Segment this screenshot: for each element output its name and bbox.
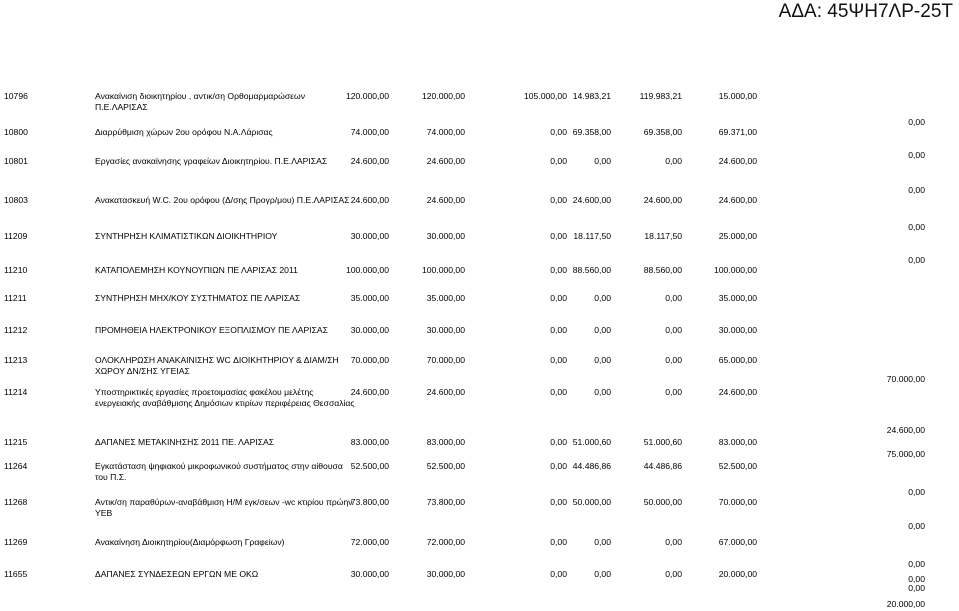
side-value: 70.000,00 xyxy=(886,374,925,384)
ada-header: ΑΔΑ: 45ΨΗ7ΛΡ-25Τ xyxy=(778,1,953,22)
row-value-5: 0,00 xyxy=(665,325,682,335)
side-value: 0,00 xyxy=(908,487,925,497)
row-value-6: 83.000,00 xyxy=(718,437,757,447)
row-value-5: 24.600,00 xyxy=(643,195,682,205)
row-value-4: 69.358,00 xyxy=(572,127,611,137)
row-value-6: 70.000,00 xyxy=(718,497,757,507)
side-value: 20.000,00 xyxy=(886,599,925,609)
row-description: ΔΑΠΑΝΕΣ ΜΕΤΑΚΙΝΗΣΗΣ 2011 ΠΕ. ΛΑΡΙΣΑΣ xyxy=(95,437,275,447)
row-value-6: 67.000,00 xyxy=(718,537,757,547)
row-description: ΔΑΠΑΝΕΣ ΣΥΝΔΕΣΕΩΝ ΕΡΓΩΝ ΜΕ ΟΚΩ xyxy=(95,569,259,579)
row-value-6: 24.600,00 xyxy=(718,387,757,397)
row-value-5: 0,00 xyxy=(665,293,682,303)
row-code: 10801 xyxy=(4,156,28,166)
row-value-4: 24.600,00 xyxy=(572,195,611,205)
row-code: 11211 xyxy=(4,293,27,303)
row-value-6: 24.600,00 xyxy=(718,195,757,205)
row-value-1: 100.000,00 xyxy=(345,265,389,275)
row-value-5: 0,00 xyxy=(665,569,682,579)
row-value-2: 83.000,00 xyxy=(426,437,465,447)
row-description: Ανακαίνιση διοικητηρίου , αντικ/ση Ορθομαρμαρώσεων Π.Ε.ΛΑΡΙΣΑΣ xyxy=(95,91,305,112)
row-value-6: 24.600,00 xyxy=(718,156,757,166)
row-value-1: 30.000,00 xyxy=(350,325,389,335)
row-value-5: 51.000,60 xyxy=(643,437,682,447)
row-code: 11214 xyxy=(4,387,28,397)
row-value-6: 52.500,00 xyxy=(718,461,757,471)
row-value-2: 35.000,00 xyxy=(426,293,465,303)
row-description: Διαρρύθμιση χώρων 2ου ορόφου Ν.Α.Λάρισας xyxy=(95,127,273,137)
row-description: Ανακατασκευή W.C. 2ου ορόφου (Δ/σης Προγρ/μου) Π.Ε.ΛΑΡΙΣΑΣ xyxy=(95,195,350,205)
side-value: 0,00 xyxy=(908,255,925,265)
row-value-1: 73.800,00 xyxy=(350,497,389,507)
row-value-4: 0,00 xyxy=(594,537,611,547)
row-value-2: 120.000,00 xyxy=(421,91,465,101)
row-value-3: 0,00 xyxy=(550,437,567,447)
side-value: 0,00 xyxy=(908,150,925,160)
row-value-5: 119.983,21 xyxy=(639,91,682,101)
row-value-2: 70.000,00 xyxy=(426,355,465,365)
row-value-6: 20.000,00 xyxy=(718,569,757,579)
row-value-1: 74.000,00 xyxy=(350,127,389,137)
row-code: 11213 xyxy=(4,355,28,365)
row-value-5: 44.486,86 xyxy=(643,461,682,471)
row-value-1: 120.000,00 xyxy=(345,91,389,101)
row-value-2: 72.000,00 xyxy=(426,537,465,547)
row-value-1: 70.000,00 xyxy=(350,355,389,365)
row-code: 10796 xyxy=(4,91,28,101)
row-value-5: 50.000,00 xyxy=(643,497,682,507)
row-value-1: 24.600,00 xyxy=(350,387,389,397)
side-value: 0,00 xyxy=(908,222,925,232)
row-value-4: 0,00 xyxy=(594,156,611,166)
row-value-1: 30.000,00 xyxy=(350,569,389,579)
side-value: 0,00 xyxy=(908,574,925,584)
row-value-4: 51.000,60 xyxy=(572,437,611,447)
row-value-2: 52.500,00 xyxy=(426,461,465,471)
row-value-2: 30.000,00 xyxy=(426,325,465,335)
row-value-4: 0,00 xyxy=(594,387,611,397)
row-value-4: 14.983,21 xyxy=(572,91,611,101)
row-value-1: 72.000,00 xyxy=(350,537,389,547)
row-value-2: 24.600,00 xyxy=(426,156,465,166)
row-value-6: 25.000,00 xyxy=(718,231,757,241)
row-value-2: 24.600,00 xyxy=(426,387,465,397)
row-value-3: 0,00 xyxy=(550,231,567,241)
row-value-5: 69.358,00 xyxy=(643,127,682,137)
row-value-4: 0,00 xyxy=(594,325,611,335)
row-code: 11209 xyxy=(4,231,28,241)
row-value-1: 52.500,00 xyxy=(350,461,389,471)
row-value-4: 44.486,86 xyxy=(572,461,611,471)
row-value-5: 0,00 xyxy=(665,387,682,397)
side-value: 0,00 xyxy=(908,521,925,531)
row-value-1: 83.000,00 xyxy=(350,437,389,447)
row-value-5: 18.117,50 xyxy=(644,231,682,241)
row-description: Εγκατάσταση ψηφιακού μικροφωνικού συστήματος στην αίθουσα του Π.Σ. xyxy=(95,461,343,482)
row-value-3: 105.000,00 xyxy=(523,91,567,101)
row-value-5: 88.560,00 xyxy=(643,265,682,275)
row-value-6: 15.000,00 xyxy=(718,91,757,101)
row-value-2: 24.600,00 xyxy=(426,195,465,205)
row-value-2: 30.000,00 xyxy=(426,231,465,241)
row-description: ΟΛΟΚΛΗΡΩΣΗ ΑΝΑΚΑΙΝΙΣΗΣ WC ΔΙΟΙΚΗΤΗΡΙΟΥ & ΔΙΑΜ/ΣΗ ΧΩΡΟΥ ΔΝ/ΣΗΣ ΥΓΕΙΑΣ xyxy=(95,355,339,376)
row-value-3: 0,00 xyxy=(550,293,567,303)
row-value-1: 24.600,00 xyxy=(350,156,389,166)
row-value-4: 88.560,00 xyxy=(572,265,611,275)
row-value-6: 69.371,00 xyxy=(718,127,757,137)
row-code: 11269 xyxy=(4,537,28,547)
row-value-3: 0,00 xyxy=(550,127,567,137)
row-code: 10800 xyxy=(4,127,28,137)
row-value-3: 0,00 xyxy=(550,387,567,397)
side-value: 0,00 xyxy=(908,559,925,569)
side-value: 0,00 xyxy=(908,117,925,127)
row-value-5: 0,00 xyxy=(665,156,682,166)
row-value-4: 50.000,00 xyxy=(572,497,611,507)
row-value-3: 0,00 xyxy=(550,355,567,365)
row-code: 11215 xyxy=(4,437,28,447)
row-value-6: 65.000,00 xyxy=(718,355,757,365)
row-description: Υποστηρικτικές εργασίες προετοιμασίας φακέλου μελέτης ενεργειακής αναβάθμισης Δημόσιων κτιρίων περιφέρειας Θεσσαλίας xyxy=(95,387,355,408)
side-value: 0,00 xyxy=(908,185,925,195)
row-value-3: 0,00 xyxy=(550,195,567,205)
row-value-5: 0,00 xyxy=(665,355,682,365)
row-code: 11655 xyxy=(4,569,28,579)
row-value-3: 0,00 xyxy=(550,461,567,471)
row-value-1: 24.600,00 xyxy=(350,195,389,205)
row-description: Ανακαίνηση Διοικητηρίου(Διαμόρφωση Γραφείων) xyxy=(95,537,285,547)
row-value-2: 73.800,00 xyxy=(426,497,465,507)
row-description: ΠΡΟΜΗΘΕΙΑ ΗΛΕΚΤΡΟΝΙΚΟΥ ΕΞΟΠΛΙΣΜΟΥ ΠΕ ΛΑΡΙΣΑΣ xyxy=(95,325,328,335)
row-value-2: 74.000,00 xyxy=(426,127,465,137)
row-value-2: 30.000,00 xyxy=(426,569,465,579)
row-description: Αντικ/ση παραθύρων-αναβάθμιση Η/Μ εγκ/σεων -wc κτιρίου πρώην ΥΕΒ xyxy=(95,497,353,518)
row-value-1: 30.000,00 xyxy=(350,231,389,241)
row-value-2: 100.000,00 xyxy=(421,265,465,275)
row-value-6: 100.000,00 xyxy=(713,265,757,275)
row-value-3: 0,00 xyxy=(550,156,567,166)
row-code: 10803 xyxy=(4,195,28,205)
side-value: 24.600,00 xyxy=(886,425,925,435)
row-value-3: 0,00 xyxy=(550,497,567,507)
row-value-4: 0,00 xyxy=(594,569,611,579)
row-value-5: 0,00 xyxy=(665,537,682,547)
row-value-3: 0,00 xyxy=(550,265,567,275)
row-value-4: 0,00 xyxy=(594,355,611,365)
row-description: ΚΑΤΑΠΟΛΕΜΗΣΗ ΚΟΥΝΟΥΠΙΩΝ ΠΕ ΛΑΡΙΣΑΣ 2011 xyxy=(95,265,298,275)
row-description: ΣΥΝΤΗΡΗΣΗ ΜΗΧ/ΚΟΥ ΣΥΣΤΗΜΑΤΟΣ ΠΕ ΛΑΡΙΣΑΣ xyxy=(95,293,301,303)
row-value-6: 35.000,00 xyxy=(718,293,757,303)
row-value-6: 30.000,00 xyxy=(718,325,757,335)
row-description: ΣΥΝΤΗΡΗΣΗ ΚΛΙΜΑΤΙΣΤΙΚΩΝ ΔΙΟΙΚΗΤΗΡΙΟΥ xyxy=(95,231,278,241)
row-code: 11210 xyxy=(4,265,28,275)
row-value-3: 0,00 xyxy=(550,325,567,335)
row-value-4: 18.117,50 xyxy=(573,231,611,241)
row-code: 11212 xyxy=(4,325,28,335)
row-value-3: 0,00 xyxy=(550,537,567,547)
row-value-3: 0,00 xyxy=(550,569,567,579)
row-value-4: 0,00 xyxy=(594,293,611,303)
side-value: 75.000,00 xyxy=(886,449,925,459)
row-code: 11268 xyxy=(4,497,28,507)
row-value-1: 35.000,00 xyxy=(350,293,389,303)
row-description: Εργασίες ανακαίνησης γραφείων Διοικητηρίου. Π.Ε.ΛΑΡΙΣΑΣ xyxy=(95,156,328,166)
side-value: 0,00 xyxy=(908,583,925,593)
row-code: 11264 xyxy=(4,461,28,471)
